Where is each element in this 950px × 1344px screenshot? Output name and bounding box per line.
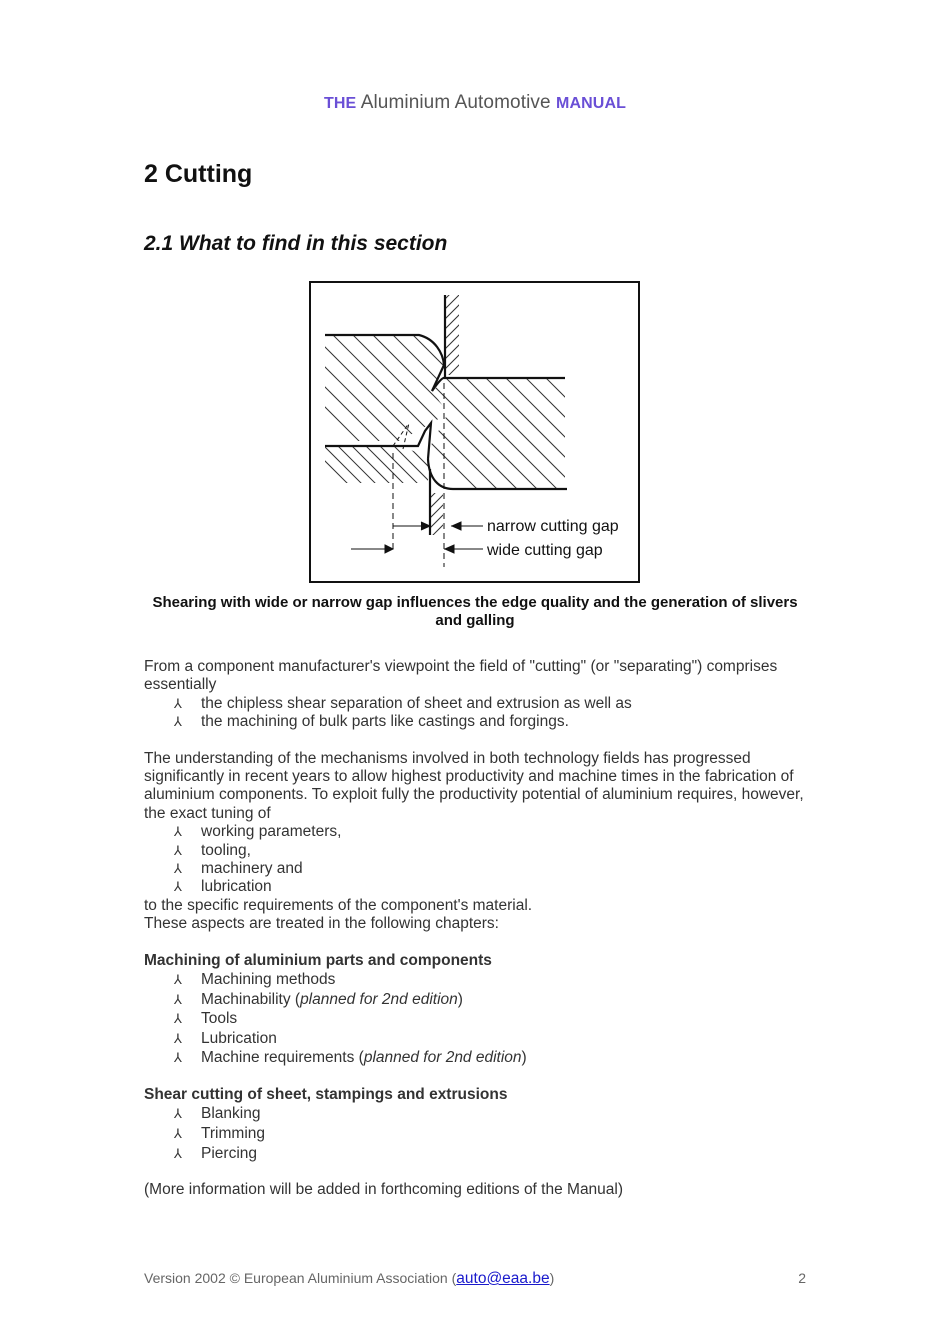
list-item: ⅄ Piercing bbox=[174, 1144, 257, 1162]
shear-list bbox=[144, 1104, 806, 1163]
shearing-gap-figure bbox=[309, 281, 640, 583]
shearing-diagram bbox=[311, 283, 638, 581]
list-item: ⅄ Machining methods bbox=[174, 971, 336, 989]
tripod-bullet-icon: ⅄ bbox=[174, 1145, 182, 1161]
list-item: ⅄ Lubrication bbox=[174, 1029, 277, 1047]
hatching bbox=[311, 283, 638, 541]
list-item: ⅄ the chipless shear separation of sheet and extrusion as well as bbox=[174, 694, 632, 712]
footer-version: Version 2002 © European Aluminium Association ( bbox=[144, 1270, 457, 1286]
page-number: 2 bbox=[798, 1270, 806, 1286]
header-manual: MANUAL bbox=[556, 95, 626, 112]
tuning-list bbox=[144, 823, 806, 897]
understanding-paragraph: The understanding of the mechanisms involved in both technology fields has progressed significantly in recent years to allow highest productivity and machine times in the fabrication of aluminium components. To exploit fully the productivity potential of aluminium requires, however, the exact tuning of bbox=[144, 749, 804, 822]
list-item: ⅄ Blanking bbox=[174, 1105, 261, 1123]
tripod-bullet-icon: ⅄ bbox=[174, 879, 182, 895]
label-narrow-cutting-gap: narrow cutting gap bbox=[487, 518, 619, 535]
chapter-title: 2 Cutting bbox=[144, 160, 253, 188]
intro-list bbox=[144, 695, 806, 732]
list-item: ⅄ Machine requirements (planned for 2nd edition) bbox=[174, 1049, 527, 1067]
machining-list bbox=[144, 970, 806, 1068]
tripod-bullet-icon: ⅄ bbox=[174, 1106, 182, 1122]
list-item: ⅄ lubrication bbox=[174, 878, 272, 896]
material-outline bbox=[325, 295, 567, 535]
tripod-bullet-icon: ⅄ bbox=[174, 842, 182, 858]
list-item: ⅄ Trimming bbox=[174, 1125, 266, 1143]
tripod-bullet-icon: ⅄ bbox=[174, 695, 182, 711]
tripod-bullet-icon: ⅄ bbox=[174, 1050, 182, 1066]
tripod-bullet-icon: ⅄ bbox=[174, 824, 182, 840]
shear-heading: Shear cutting of sheet, stampings and extrusions bbox=[144, 1086, 508, 1104]
section-title: 2.1 What to find in this section bbox=[144, 232, 448, 255]
intro-paragraph: From a component manufacturer's viewpoint the field of "cutting" (or "separating") comprises essentially bbox=[144, 658, 778, 694]
page-footer: Version 2002 © European Aluminium Association (auto@eaa.be) 2 bbox=[144, 1270, 806, 1287]
understanding-after-2: These aspects are treated in the following chapters: bbox=[144, 915, 499, 933]
list-item: ⅄ Tools bbox=[174, 1010, 238, 1028]
list-item: ⅄ machinery and bbox=[174, 860, 303, 878]
list-item: ⅄ working parameters, bbox=[174, 823, 342, 841]
tripod-bullet-icon: ⅄ bbox=[174, 991, 182, 1007]
machining-heading: Machining of aluminium parts and components bbox=[144, 951, 492, 969]
tripod-bullet-icon: ⅄ bbox=[174, 714, 182, 730]
header-the: THE bbox=[324, 95, 357, 112]
tripod-bullet-icon: ⅄ bbox=[174, 1126, 182, 1142]
tripod-bullet-icon: ⅄ bbox=[174, 1011, 182, 1027]
label-wide-cutting-gap: wide cutting gap bbox=[487, 542, 603, 559]
header-title: Aluminium Automotive bbox=[360, 92, 551, 113]
list-item: ⅄ tooling, bbox=[174, 841, 251, 859]
tripod-bullet-icon: ⅄ bbox=[174, 1030, 182, 1046]
tripod-bullet-icon: ⅄ bbox=[174, 861, 182, 877]
tripod-bullet-icon: ⅄ bbox=[174, 972, 182, 988]
list-item: ⅄ the machining of bulk parts like castings and forgings. bbox=[174, 713, 569, 731]
body-text bbox=[144, 658, 806, 1200]
running-header bbox=[0, 92, 950, 114]
email-link[interactable]: auto@eaa.be bbox=[456, 1270, 550, 1287]
figure-caption: Shearing with wide or narrow gap influences the edge quality and the generation of slivers and galling bbox=[152, 594, 798, 629]
understanding-after-1: to the specific requirements of the component's material. bbox=[144, 896, 533, 914]
list-item: ⅄ Machinability (planned for 2nd edition) bbox=[174, 990, 463, 1008]
more-info-note: (More information will be added in forthcoming editions of the Manual) bbox=[144, 1181, 624, 1199]
